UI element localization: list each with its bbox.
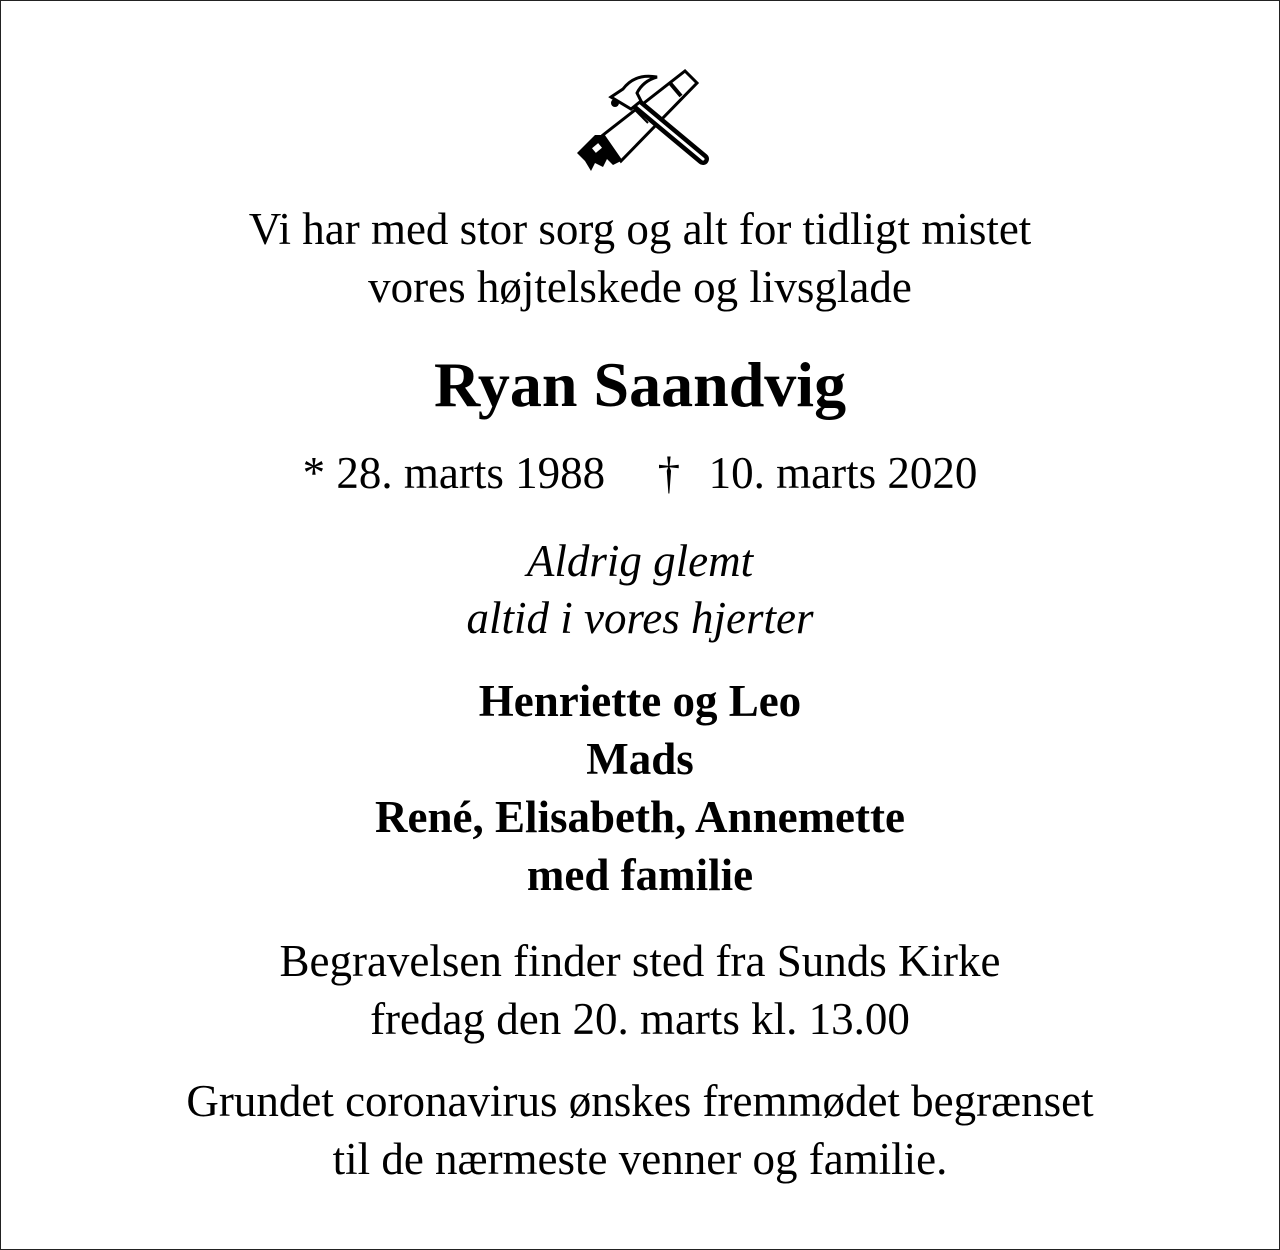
- funeral-line-2: fredag den 20. marts kl. 13.00: [370, 994, 910, 1044]
- mourner-line: Henriette og Leo: [478, 676, 802, 726]
- epitaph-line-2: altid i vores hjerter: [466, 593, 814, 643]
- intro-line-2: vores højtelskede og livsglade: [368, 262, 912, 312]
- birth-symbol: *: [302, 448, 326, 498]
- mourner-line: med familie: [526, 850, 754, 900]
- notice-line-2: til de nærmeste venner og familie.: [332, 1134, 948, 1184]
- mourner-line: Mads: [586, 734, 694, 784]
- funeral-line-1: Begravelsen finder sted fra Sunds Kirke: [279, 936, 1001, 986]
- intro-line-1: Vi har med stor sorg og alt for tidligt mistet: [248, 204, 1032, 254]
- life-dates: [1, 448, 1279, 498]
- birth-date: 28. marts 1988: [336, 448, 606, 498]
- saw-and-hammer-icon: [573, 63, 713, 175]
- notice-line-1: Grundet coronavirus ønskes fremmødet begrænset: [186, 1076, 1094, 1126]
- death-date: 10. marts 2020: [708, 448, 978, 498]
- epitaph-line-1: Aldrig glemt: [526, 536, 754, 586]
- mourner-line: René, Elisabeth, Annemette: [375, 792, 905, 842]
- deceased-name: Ryan Saandvig: [433, 349, 847, 420]
- death-symbol: †: [657, 448, 681, 498]
